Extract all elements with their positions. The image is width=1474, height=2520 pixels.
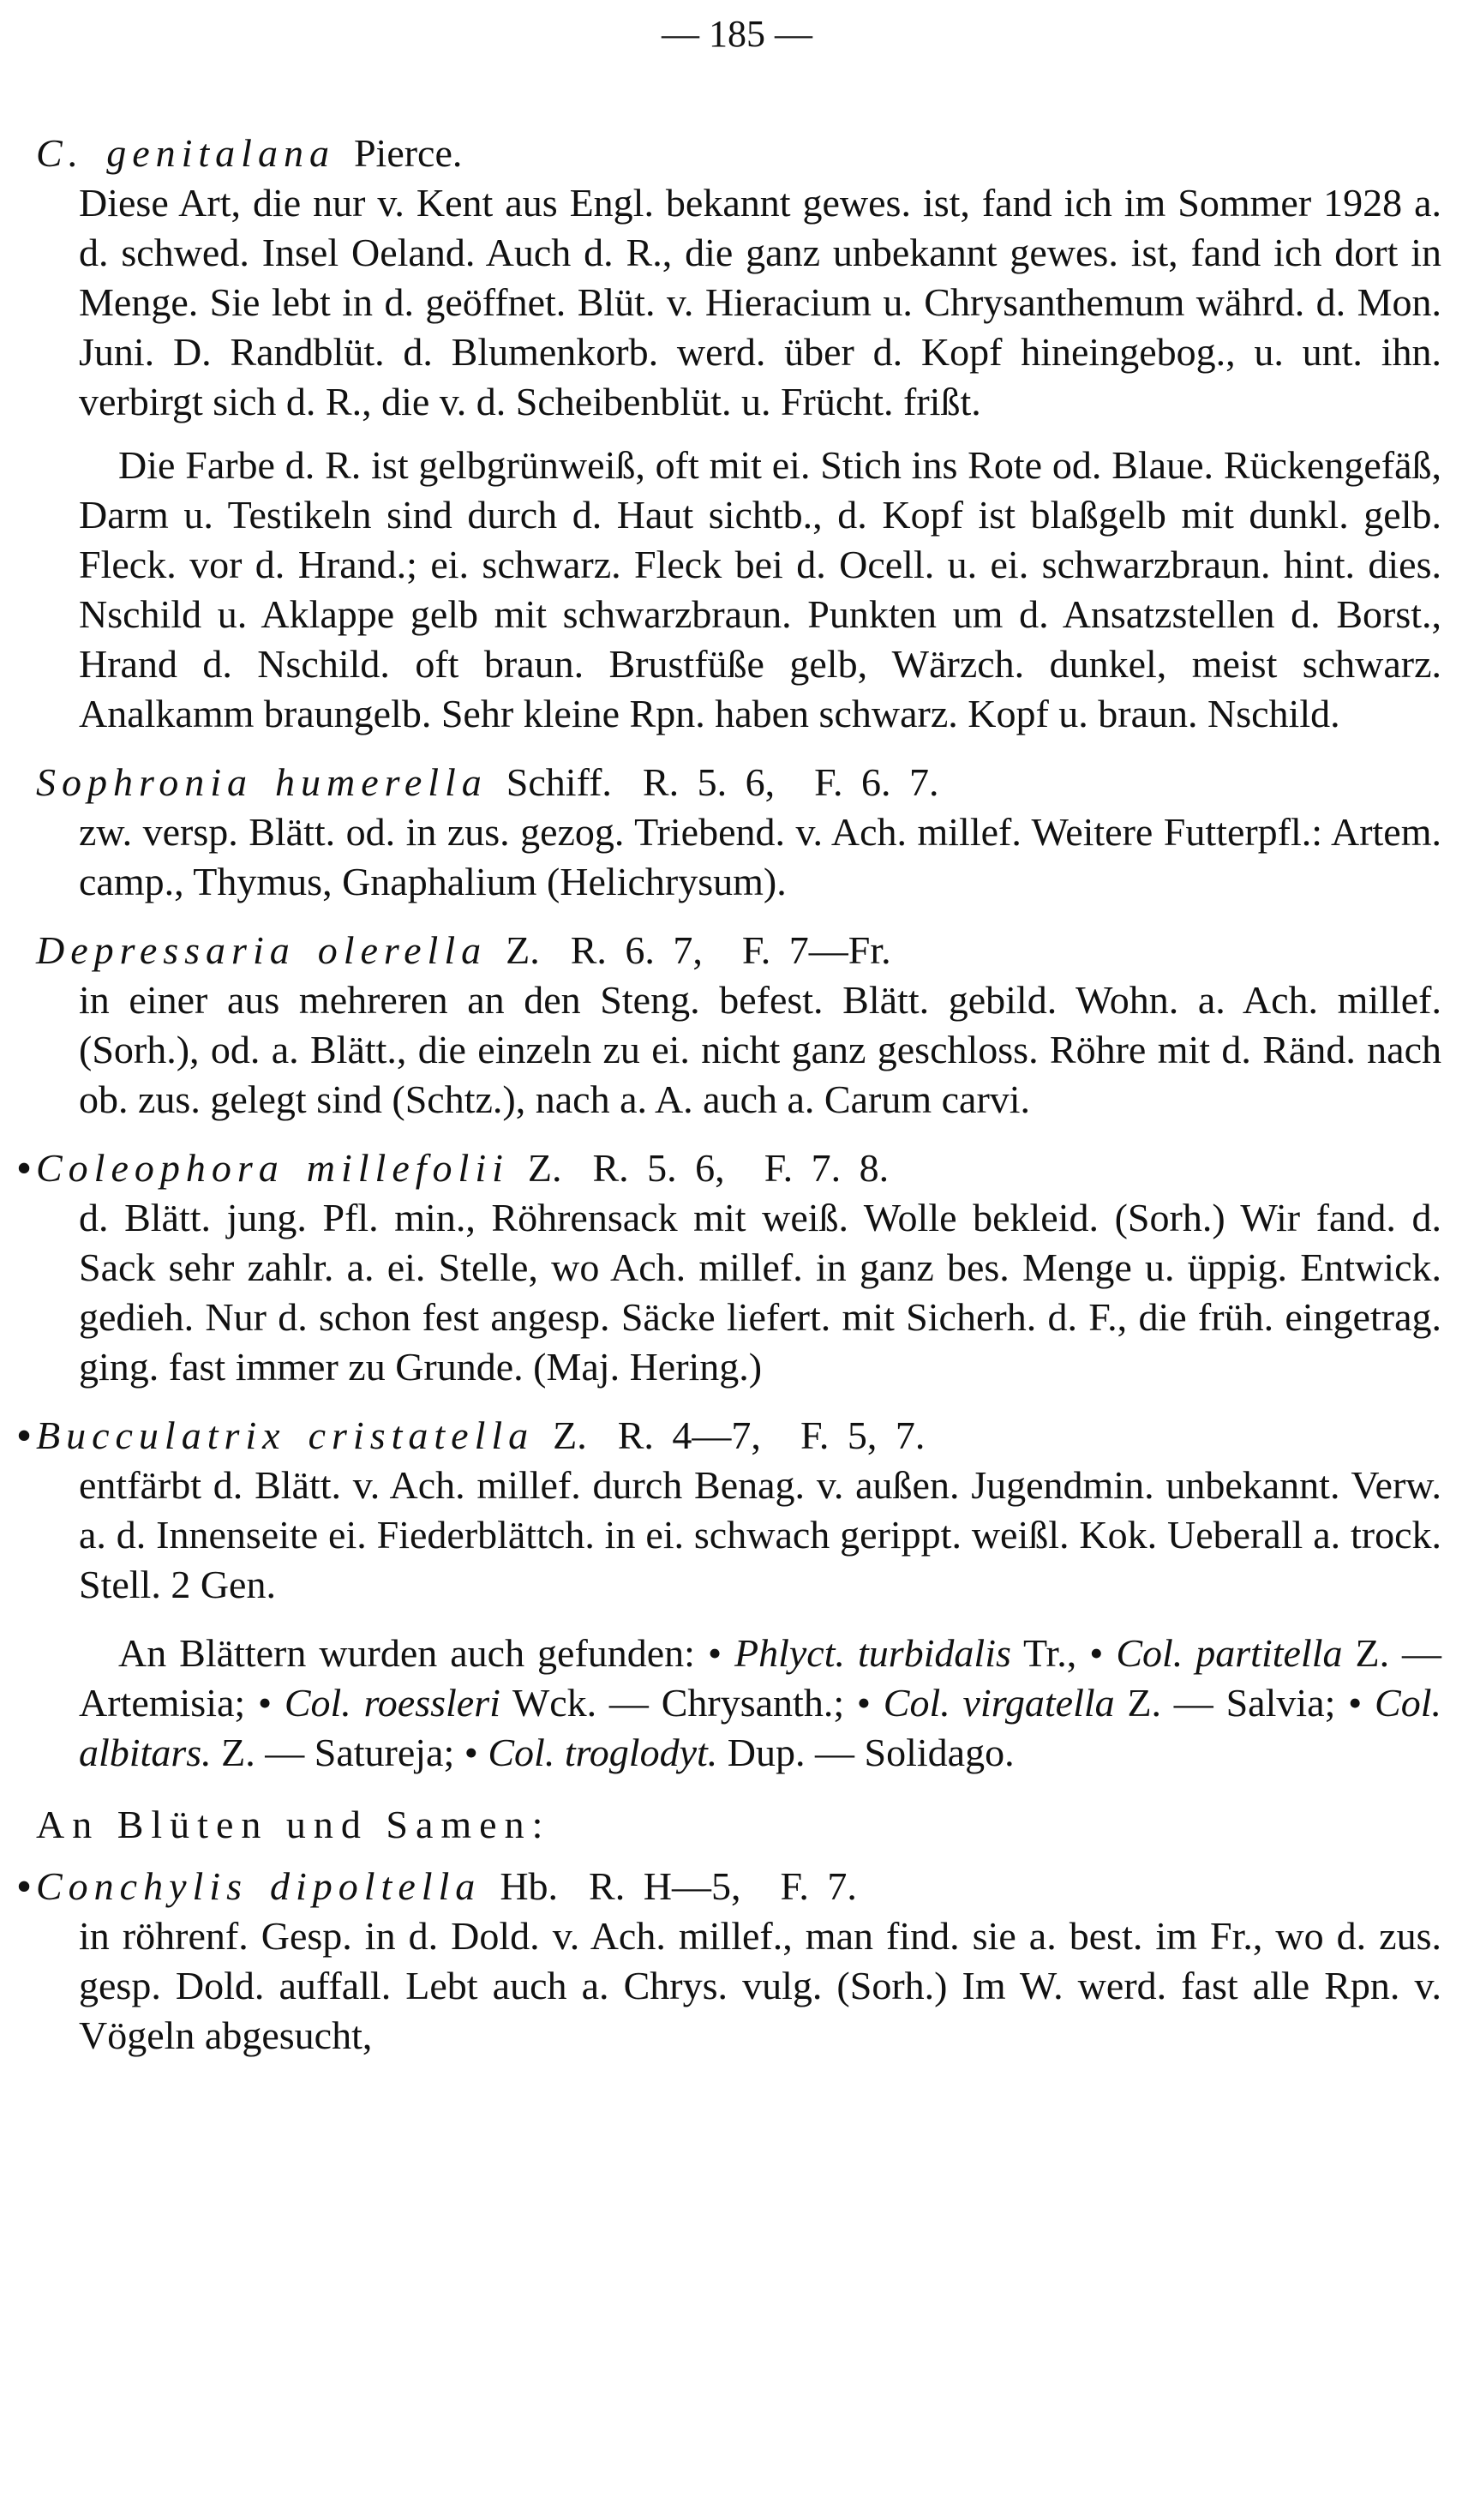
notes-items: • Phlyct. turbidalis Tr., • Col. partitella Z. — Artemisia; • Col. roessleri Wck. — Chrysanth.; • Col. virgatella Z. — Salvia; • Col. albitars. Z. — Satureja; • Col. troglodyt. Dup. — Solidago. xyxy=(79,1631,1442,1774)
entry-heading: • Coleophora millefolii Z. R. 5. 6, F. 7. 8. xyxy=(36,1143,1441,1193)
species-epithet: dipoltella xyxy=(269,1864,482,1908)
entry-text xyxy=(36,1911,1441,2061)
species-epithet: cristatella xyxy=(308,1413,535,1457)
author-name: Hb. xyxy=(500,1864,559,1908)
entry-paragraph: zw. versp. Blätt. od. in zus. gezog. Triebend. v. Ach. millef. Weitere Futterpfl.: Artem. camp., Thymus, Gnaphalium (Helichrysum). xyxy=(79,810,1441,903)
genus-name: Sophronia xyxy=(36,760,253,804)
note-species: Col. virgatella xyxy=(883,1681,1115,1725)
author-name: Z. xyxy=(553,1413,587,1457)
species-entry xyxy=(17,1143,1441,1392)
note-species: Col. troglodyt. xyxy=(488,1731,718,1774)
genus-name: C. xyxy=(36,131,85,175)
note-author: Tr., xyxy=(1023,1631,1077,1675)
notes-intro: An Blättern wurden auch gefunden: xyxy=(118,1631,695,1675)
phenology xyxy=(593,1143,890,1193)
species-entry xyxy=(36,129,1441,739)
flight-period: F. 7. 8. xyxy=(764,1146,890,1190)
species-epithet: olerella xyxy=(317,928,488,972)
species-name xyxy=(36,129,335,178)
note-plant: Salvia; xyxy=(1225,1681,1336,1725)
phenology xyxy=(618,1411,926,1461)
species-entry xyxy=(36,758,1441,907)
larva-period: R. 6. 7, xyxy=(570,928,703,972)
entry-paragraph: in röhrenf. Gesp. in d. Dold. v. Ach. millef., man find. sie a. best. im Fr., wo d. zus. gesp. Dold. auffall. Lebt auch a. Chrys. vulg. (Sorh.) Im W. werd. fast alle Rpn. v. Vögeln abgesucht, xyxy=(79,1914,1441,2057)
entry-paragraph: Diese Art, die nur v. Kent aus Engl. bekannt gewes. ist, fand ich im Sommer 1928 a. d. schwed. Insel Oeland. Auch d. R., die ganz unbekannt gewes. ist, fand ich dort in Menge. Sie lebt in d. geöffnet. Blüt. v. Hieracium u. Chrysanthemum währd. d. Mon. Juni. D. Randblüt. d. Blumenkorb. werd. über d. Kopf hineingebog., u. unt. ihn. verbirgt sich d. R., die v. d. Scheibenblüt. u. Frücht. frißt. xyxy=(79,181,1441,423)
note-plant: Solidago. xyxy=(864,1731,1015,1774)
larva-period: R. 5. 6, xyxy=(592,1146,725,1190)
larva-period: R. 5. 6, xyxy=(642,760,776,804)
flight-period: F. 6. 7. xyxy=(814,760,939,804)
entry-paragraph: entfärbt d. Blätt. v. Ach. millef. durch Benag. v. außen. Jugendmin. unbekannt. Verw. a. d. Innenseite ei. Fiederblättch. in ei. schwach gerippt. weißl. Kok. Ueberall a. trock. Stell. 2 Gen. xyxy=(79,1463,1441,1606)
note-plant: Satureja; xyxy=(314,1731,455,1774)
notes-block xyxy=(36,1629,1441,1778)
page-body xyxy=(17,129,1442,2079)
species-entry xyxy=(17,1411,1441,1610)
entry-heading xyxy=(36,129,1441,178)
author-name: Z. xyxy=(527,1146,562,1190)
species-entries-flowers xyxy=(17,1862,1441,2061)
flight-period: F. 5, 7. xyxy=(800,1413,926,1457)
entry-heading: • Conchylis dipoltella Hb. R. H—5, F. 7. xyxy=(36,1862,1441,1911)
entry-paragraph: Die Farbe d. R. ist gelbgrünweiß, oft mit ei. Stich ins Rote od. Blaue. Rückengefäß, Darm u. Testikeln sind durch d. Haut sichtb., d. Kopf ist blaßgelb mit dunkl. gelb. Fleck. vor d. Hrand.; ei. schwarz. Fleck bei d. Ocell. u. ei. schwarzbraun. hint. dies. Nschild u. Aklappe gelb mit schwarzbraun. Punkten um d. Ansatzstellen d. Borst., Hrand d. Nschild. oft braun. Brustfüße gelb, Wärzch. dunkel, meist schwarz. Analkamm braungelb. Sehr kleine Rpn. haben schwarz. Kopf u. braun. Nschild. xyxy=(79,443,1441,735)
entry-heading xyxy=(36,926,1441,975)
species-name xyxy=(36,1143,509,1193)
entry-paragraph: in einer aus mehreren an den Steng. befest. Blätt. gebild. Wohn. a. Ach. millef. (Sorh.), od. a. Blätt., die einzeln zu ei. nicht ganz geschloss. Röhre mit d. Ränd. nach ob. zus. gelegt sind (Schtz.), nach a. A. auch a. Carum carvi. xyxy=(79,978,1441,1121)
larva-period: R. 4—7, xyxy=(617,1413,761,1457)
note-species: Phlyct. turbidalis xyxy=(734,1631,1011,1675)
larva-period: R. H—5, xyxy=(589,1864,741,1908)
flight-period: F. 7—Fr. xyxy=(741,928,891,972)
flight-period: F. 7. xyxy=(780,1864,857,1908)
entry-text xyxy=(36,1193,1441,1392)
note-author: Z. — xyxy=(1127,1681,1213,1725)
note-species: Col. roessleri xyxy=(284,1681,500,1725)
genus-name: Coleophora xyxy=(36,1146,285,1190)
note-species: Col. albitars. xyxy=(79,1681,1441,1774)
species-entry xyxy=(36,926,1441,1125)
phenology xyxy=(571,926,891,975)
note-author: Dup. — xyxy=(727,1731,855,1774)
note-plant: Chrysanth.; xyxy=(661,1681,845,1725)
phenology xyxy=(589,1862,857,1911)
entry-paragraph: d. Blätt. jung. Pfl. min., Röhrensack mit weiß. Wolle bekleid. (Sorh.) Wir fand. d. Sack sehr zahlr. a. ei. Stelle, wo Ach. millef. in ganz bes. Menge u. üppig. Entwick. gedieh. Nur d. schon fest angesp. Säcke liefert. mit Sicherh. d. F., die früh. eingetrag. ging. fast immer zu Grunde. (Maj. Hering.) xyxy=(79,1196,1441,1389)
species-name xyxy=(36,758,488,807)
species-name xyxy=(36,926,487,975)
author-name: Z. xyxy=(506,928,540,972)
note-plant: Artemisia; xyxy=(79,1681,246,1725)
note-species: Col. partitella xyxy=(1116,1631,1343,1675)
species-name xyxy=(36,1862,481,1911)
entry-text xyxy=(36,178,1441,739)
phenology xyxy=(643,758,939,807)
species-name xyxy=(36,1411,534,1461)
species-epithet: genitalana xyxy=(106,131,335,175)
page-number: — 185 — xyxy=(662,13,812,55)
genus-name: Conchylis xyxy=(36,1864,248,1908)
species-entries xyxy=(17,129,1441,1610)
author-name: Schiff. xyxy=(506,760,612,804)
species-epithet: millefolii xyxy=(306,1146,509,1190)
entry-text xyxy=(36,975,1441,1125)
entry-heading: • Bucculatrix cristatella Z. R. 4—7, F. 5, 7. xyxy=(36,1411,1441,1461)
note-author: Wck. — xyxy=(512,1681,649,1725)
species-entry xyxy=(17,1862,1441,2061)
entry-text xyxy=(36,807,1441,907)
entry-heading xyxy=(36,758,1441,807)
note-author: Z. — xyxy=(1355,1631,1442,1675)
author-name: Pierce. xyxy=(353,131,463,175)
entry-text xyxy=(36,1461,1441,1610)
note-author: Z. — xyxy=(221,1731,305,1774)
section-heading: An Blüten und Samen: xyxy=(36,1803,551,1846)
leaf-notes xyxy=(36,1629,1441,1778)
genus-name: Bucculatrix xyxy=(36,1413,286,1457)
genus-name: Depressaria xyxy=(36,928,296,972)
species-epithet: humerella xyxy=(274,760,488,804)
